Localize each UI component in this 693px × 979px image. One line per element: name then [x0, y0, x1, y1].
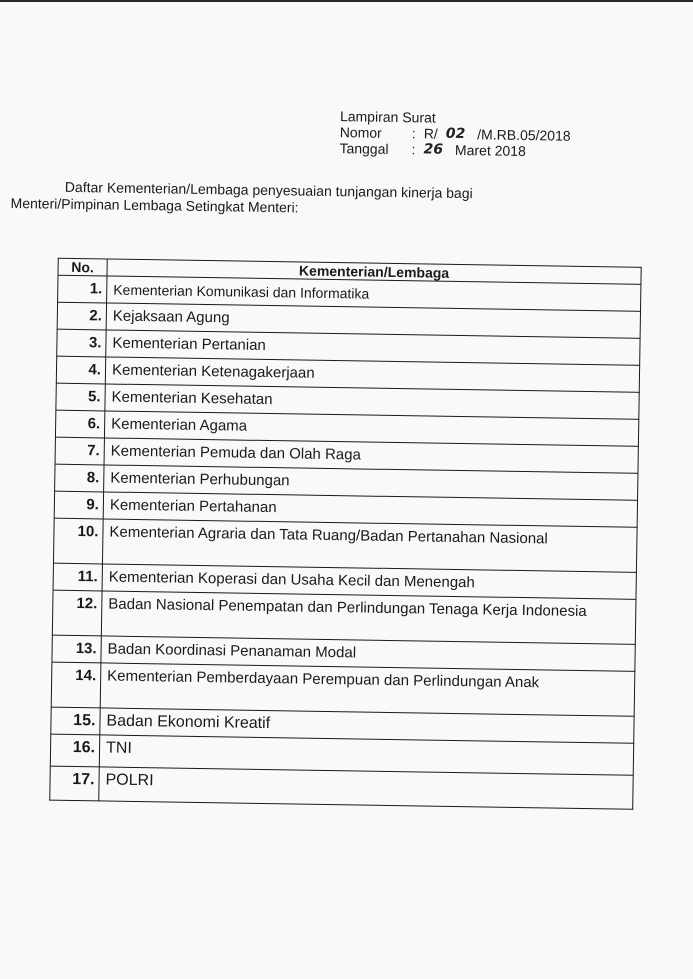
row-number: 11.	[53, 563, 102, 591]
row-name: Kementerian Pertanian	[106, 330, 640, 365]
nomor-label: Nomor	[339, 124, 382, 141]
row-name: Kementerian Koperasi dan Usaha Kecil dan Menengah	[102, 564, 636, 599]
row-name: Kementerian Agraria dan Tata Ruang/Badan Pertanahan Nasional	[102, 519, 637, 572]
header-name: Kementerian/Lembaga	[107, 259, 641, 284]
row-name: Badan Koordinasi Penanaman Modal	[101, 636, 635, 671]
row-number: 10.	[53, 518, 103, 564]
row-number: 1.	[58, 275, 107, 303]
header-no: No.	[58, 258, 107, 276]
nomor-prefix: R/	[423, 125, 438, 142]
row-number: 14.	[51, 662, 101, 708]
row-name: Kementerian Pertahanan	[103, 492, 637, 527]
row-number: 13.	[52, 635, 101, 663]
intro-line-1: Daftar Kementerian/Lembaga penyesuaian tunjangan kinerja bagi	[64, 178, 473, 202]
row-number: 8.	[55, 464, 104, 492]
nomor-suffix: /M.RB.05/2018	[477, 126, 571, 144]
row-number: 12.	[52, 590, 102, 636]
tanggal-value: Maret 2018	[454, 141, 526, 160]
nomor-handwritten: 02	[445, 125, 466, 143]
row-name: TNI	[99, 735, 633, 775]
ministry-table	[49, 258, 641, 810]
row-name: Kementerian Kesehatan	[105, 384, 639, 419]
row-name: Kementerian Komunikasi dan Informatika	[107, 276, 641, 311]
row-name: Kementerian Perhubungan	[104, 465, 638, 500]
row-name: Kementerian Ketenagakerjaan	[105, 357, 639, 392]
attachment-header	[339, 108, 571, 160]
row-number: 2.	[57, 302, 106, 330]
row-name: Kementerian Pemberdayaan Perempuan dan Perlindungan Anak	[100, 663, 635, 716]
row-name: POLRI	[99, 767, 633, 809]
tanggal-handwritten: 26	[423, 141, 444, 158]
row-name: Badan Nasional Penempatan dan Perlindungan Tenaga Kerja Indonesia	[101, 591, 636, 644]
row-number: 5.	[56, 383, 105, 411]
intro-line-2: Menteri/Pimpinan Lembaga Setingkat Menteri:	[10, 194, 299, 216]
row-name: Kementerian Pemuda dan Olah Raga	[104, 438, 638, 473]
row-number: 17.	[50, 766, 100, 801]
row-number: 3.	[57, 329, 106, 357]
row-name: Kejaksaan Agung	[106, 303, 640, 338]
row-number: 4.	[56, 356, 105, 384]
row-number: 7.	[55, 437, 104, 465]
tanggal-colon: :	[411, 141, 416, 158]
row-number: 6.	[55, 410, 104, 438]
attachment-title: Lampiran Surat	[339, 108, 436, 126]
row-name: Kementerian Agama	[104, 411, 638, 446]
row-number: 15.	[51, 707, 100, 735]
intro-text	[10, 178, 570, 221]
row-number: 9.	[54, 491, 103, 519]
row-name: Badan Ekonomi Kreatif	[100, 708, 634, 743]
row-number: 16.	[50, 734, 99, 767]
tanggal-label: Tanggal	[339, 140, 389, 157]
nomor-colon: :	[411, 125, 416, 142]
